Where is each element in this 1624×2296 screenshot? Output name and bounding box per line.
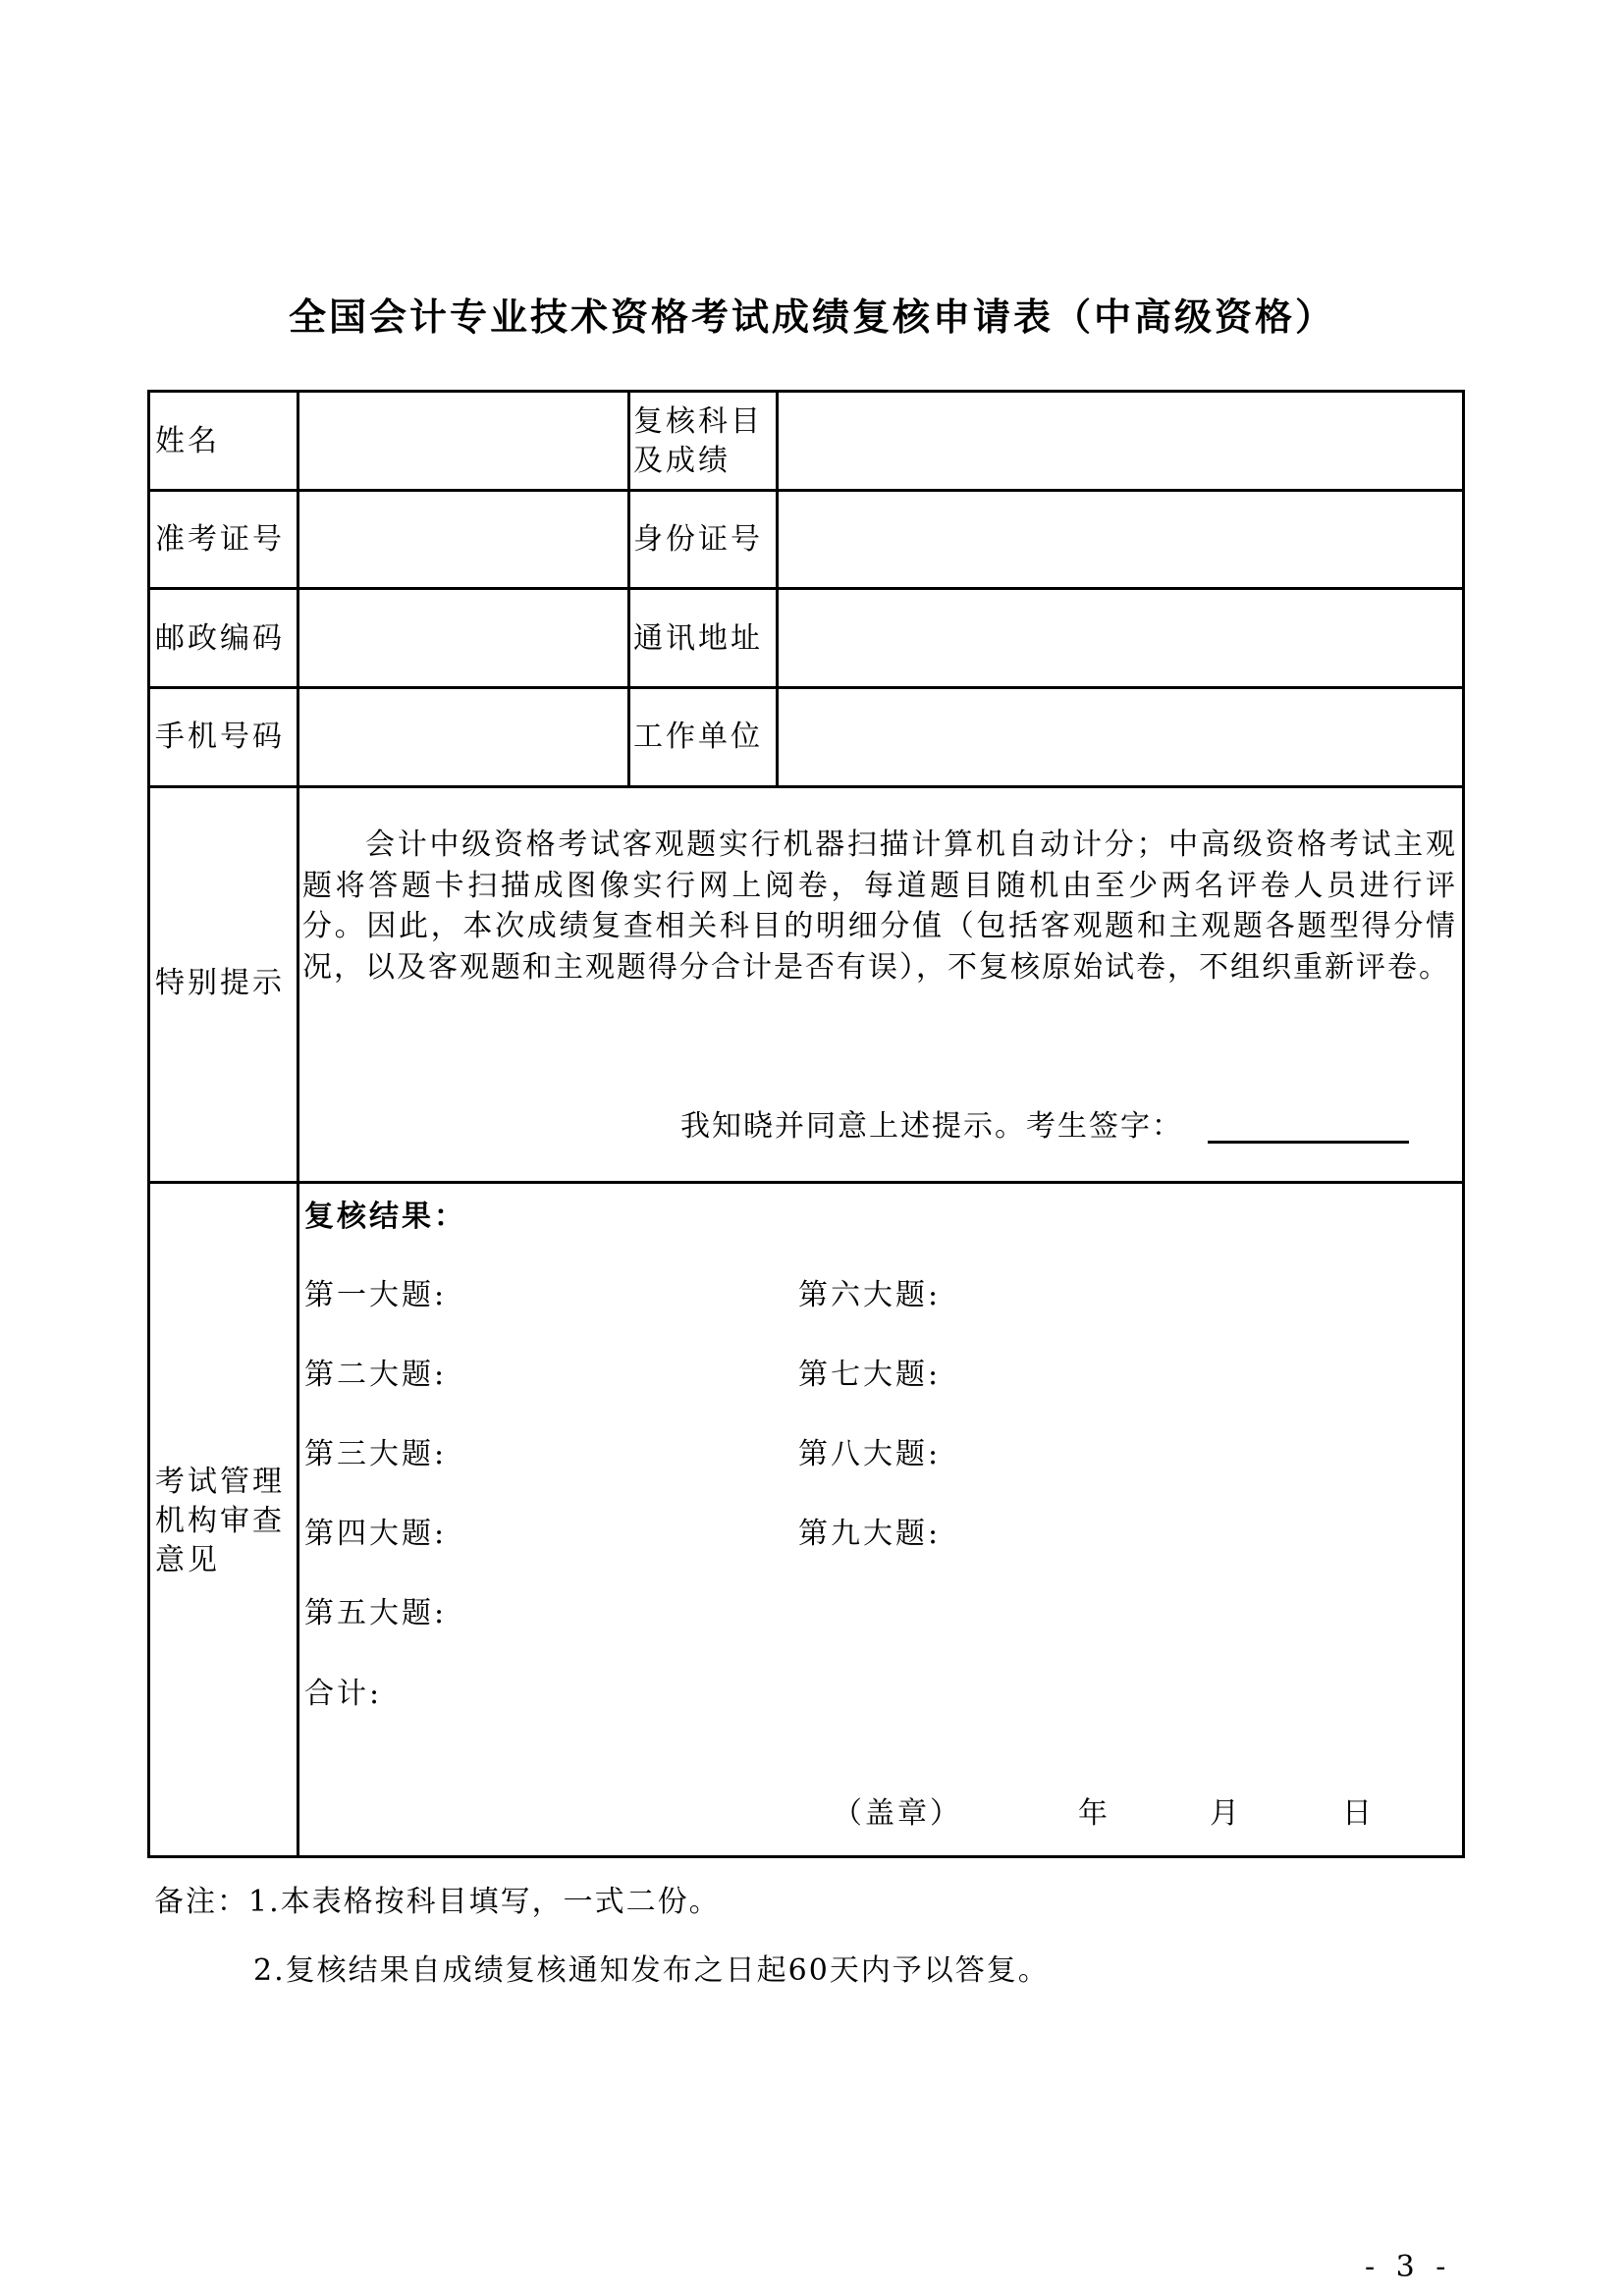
review-total: 合计:: [304, 1677, 383, 1711]
employer-field[interactable]: [779, 688, 1461, 783]
address-field[interactable]: [779, 589, 1461, 684]
review-item: 第七大题:: [798, 1358, 942, 1392]
name-field[interactable]: [299, 395, 623, 486]
label-subject-score-line2: 及成绩: [633, 444, 731, 478]
review-item: 第三大题:: [304, 1437, 448, 1471]
signature-line[interactable]: [1208, 1141, 1409, 1144]
row-divider: [150, 785, 1462, 788]
label-admission-number: 准考证号: [155, 522, 285, 557]
label-address: 通讯地址: [633, 621, 763, 656]
review-item: 第六大题:: [798, 1278, 942, 1312]
label-review-line3: 意见: [155, 1543, 220, 1577]
signature-prompt: 我知晓并同意上述提示。考生签字：: [680, 1109, 1183, 1144]
column-divider: [627, 393, 630, 786]
id-number-field[interactable]: [779, 491, 1461, 585]
stamp-label: （盖章）: [833, 1796, 962, 1831]
label-review-line2: 机构审查: [155, 1504, 285, 1538]
label-name: 姓名: [155, 424, 220, 458]
review-item: 第九大题:: [798, 1517, 942, 1551]
review-item: 第二大题:: [304, 1358, 448, 1392]
row-divider: [150, 1181, 1462, 1184]
page-number: - 3 -: [1365, 2250, 1452, 2284]
label-subject-score-line1: 复核科目: [633, 404, 763, 439]
mobile-field[interactable]: [299, 688, 623, 783]
label-postal-code: 邮政编码: [155, 621, 285, 656]
page-title: 全国会计专业技术资格考试成绩复核申请表（中高级资格）: [288, 294, 1335, 339]
review-result-heading: 复核结果：: [304, 1200, 466, 1234]
label-review-line1: 考试管理: [155, 1465, 285, 1499]
label-employer: 工作单位: [633, 720, 763, 754]
date-month: 月: [1210, 1796, 1242, 1831]
label-mobile: 手机号码: [155, 720, 285, 754]
review-item: 第八大题:: [798, 1437, 942, 1471]
note-line-2: 2.复核结果自成绩复核通知发布之日起60天内予以答复。: [253, 1953, 1050, 1988]
date-year: 年: [1078, 1796, 1110, 1831]
note-line-1: 备注：1.本表格按科目填写，一式二份。: [154, 1885, 721, 1919]
date-day: 日: [1342, 1796, 1375, 1831]
notice-text: 会计中级资格考试客观题实行机器扫描计算机自动计分；中高级资格考试主观题将答题卡扫描成图像实行网上阅卷，每道题目随机由至少两名评卷人员进行评分。因此，本次成绩复查相关科目的明细分值（包括客观题和主观题各题型得分情况，以及客观题和主观题得分合计是否有误），不复核原始试卷，不组织重新评卷。: [302, 828, 1457, 985]
postal-code-field[interactable]: [299, 589, 623, 684]
subject-score-field[interactable]: [779, 395, 1461, 486]
label-id-number: 身份证号: [633, 522, 763, 557]
review-item: 第四大题:: [304, 1517, 448, 1551]
review-item: 第五大题:: [304, 1596, 448, 1630]
label-special-notice: 特别提示: [155, 966, 285, 1000]
admission-number-field[interactable]: [299, 491, 623, 585]
review-item: 第一大题:: [304, 1278, 448, 1312]
